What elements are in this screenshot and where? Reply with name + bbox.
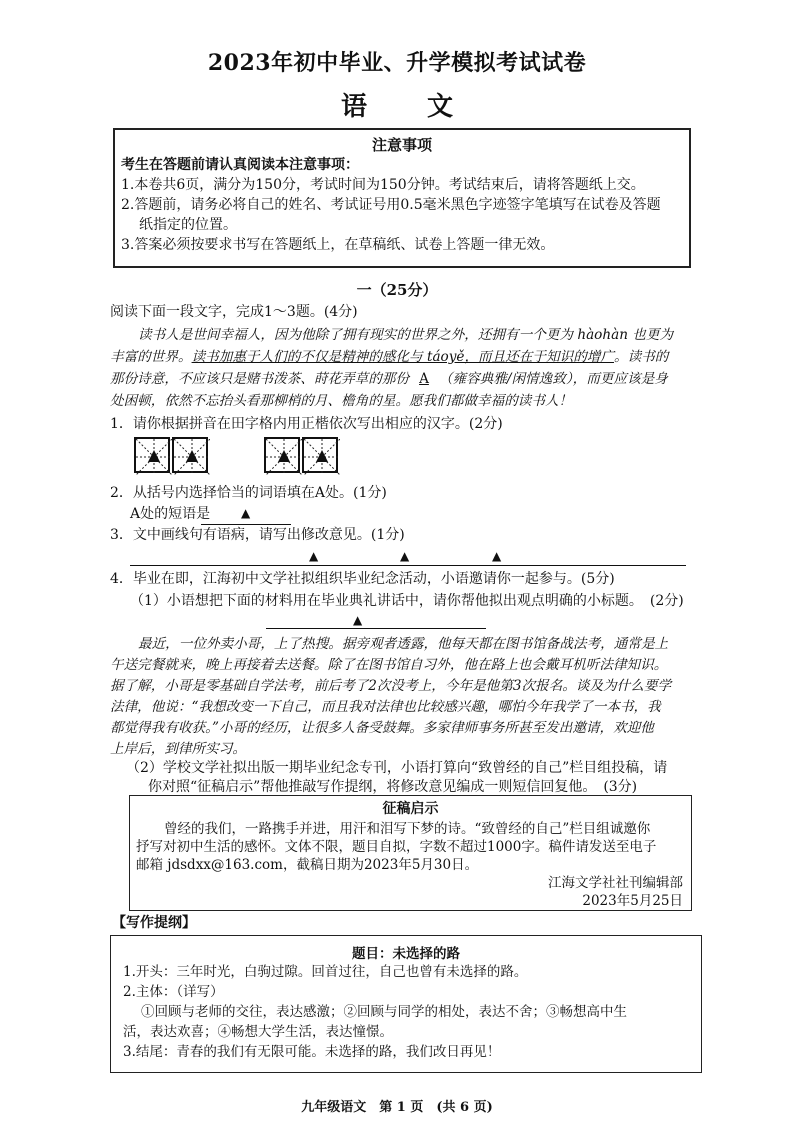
outline-line-5: 3.结尾：青春的我们有无限可能。未选择的路，我们改日再见！ (123, 1044, 501, 1060)
call-for-papers-title: 征稿启示 (382, 801, 439, 817)
question-2: 2．从括号内选择恰当的词语填在A处。(1分) (110, 485, 387, 501)
reading-line-2 (110, 347, 702, 368)
outline-line-3: ①回顾与老师的交往，表达感激；②回顾与同学的相处，表达不舍；③畅想高中生 (141, 1004, 627, 1020)
notice-title: 注意事项 (371, 136, 432, 154)
reading-line-3 (110, 369, 702, 390)
outline-line-4: 活，表达欢喜；④畅想大学生活，表达憧憬。 (123, 1024, 393, 1040)
answer-marker-3a: ▲ (309, 549, 319, 563)
call-for-papers-date: 2023年5月25日 (582, 893, 683, 909)
reading-line-3-end: （雍容典雅/闲情逸致），而更应该是身 (438, 371, 668, 387)
tianzige-box-3[interactable] (264, 437, 300, 473)
outline-line-1: 1.开头：三年时光，白驹过隙。回首过往，自己也曾有未选择的路。 (123, 964, 528, 980)
news-line-2: 午送完餐就来，晚上再接着去送餐。除了在图书馆自习外，他在路上也会戴耳机听法律知识。 (110, 657, 668, 673)
underlined-sentence: 读书加惠于人们的不仅是精神的感化与 táoyě，而且还在于知识的增广 (191, 349, 614, 365)
reading-line-1: 读书人是世间幸福人，因为他除了拥有现实的世界之外，还拥有一个更为 hàohàn 也更为 (138, 327, 674, 343)
news-line-1: 最近，一位外卖小哥，上了热搜。据旁观者透露，他每天都在图书馆备战法考，通常是上 (138, 636, 669, 652)
question-4-sub-1: （1）小语想把下面的材料用在毕业典礼讲话中，请你帮他拟出观点明确的小标题。 (2分) (130, 593, 684, 609)
answer-label-a: A处的短语是 (130, 506, 211, 522)
notice-box (113, 128, 691, 268)
answer-marker-4-1: ▲ (353, 613, 363, 627)
notice-item-2a: 2.答题前，请务必将自己的姓名、考试证号用0.5毫米黑色字迹签字笔填写在试卷及答题 (121, 197, 661, 213)
notice-item-2b: 纸指定的位置。 (139, 217, 237, 233)
question-4-sub-2a: （2）学校文学社拟出版一期毕业纪念专刊，小语打算向“致曾经的自己”栏目组投稿，请 (126, 760, 668, 776)
notice-item-3: 3.答案必须按要求书写在答题纸上，在草稿纸、试卷上答题一律无效。 (121, 237, 555, 253)
notice-item-1: 1.本卷共6页，满分为150分，考试时间为150分钟。考试结束后，请将答题纸上交。 (121, 177, 645, 193)
tianzige-box-4[interactable] (302, 437, 338, 473)
question-1: 1．请你根据拼音在田字格内用正楷依次写出相应的汉字。(2分) (110, 416, 503, 432)
section-heading: 一（25分） (356, 281, 438, 299)
answer-marker-3b: ▲ (400, 549, 410, 563)
tianzige-box-1[interactable] (134, 437, 170, 473)
outline-title: 题目：未选择的路 (352, 946, 460, 962)
reading-line-3-start: 那份诗意，不应该只是赌书泼茶、莳花弄草的那份 (110, 371, 410, 387)
call-for-papers-line-1: 曾经的我们，一路携手并进，用汗和泪写下梦的诗。“致曾经的自己”栏目组诚邀你 (164, 821, 651, 837)
reading-line-2-end: 。读书的 (613, 349, 669, 365)
page-footer: 九年级语文 第 1 页 (共 6 页) (301, 1100, 493, 1115)
news-line-6: 上岸后，到律所实习。 (110, 741, 246, 757)
question-4-sub-2b: 你对照“征稿启示”帮他推敲写作提纲，将修改意见编成一则短信回复他。 (3分) (148, 779, 638, 795)
call-for-papers-line-2: 抒写对初中生活的感怀。文体不限，题目自拟，字数不超过1000字。稿件请发送至电子 (136, 839, 657, 855)
outline-line-2: 2.主体：（详写） (123, 984, 224, 1000)
answer-marker-3c: ▲ (492, 549, 502, 563)
writing-outline-box (110, 935, 702, 1073)
subject-title (0, 86, 794, 123)
exam-title: 2023年初中毕业、升学模拟考试试卷 (207, 50, 587, 76)
reading-instruction: 阅读下面一段文字，完成1～3题。(4分) (110, 304, 358, 320)
call-for-papers-signature: 江海文学社社刊编辑部 (548, 875, 683, 891)
tianzige-box-2[interactable] (172, 437, 208, 473)
blank-a[interactable]: A (419, 371, 429, 387)
call-for-papers-line-3: 邮箱 jdsdxx@163.com，截稿日期为2023年5月30日。 (136, 857, 479, 873)
subject-char-2: 文 (427, 92, 454, 122)
answer-marker-a: ▲ (241, 506, 251, 520)
question-3: 3．文中画线句有语病，请写出修改意见。(1分) (110, 527, 405, 543)
answer-line-a[interactable] (201, 523, 291, 525)
news-line-3: 据了解，小哥是零基础自学法考，前后考了2次没考上，今年是他第3次报名。谈及为什么要学 (110, 678, 672, 694)
call-for-papers-box (129, 795, 692, 911)
reading-line-2-start: 丰富的世界。 (110, 349, 192, 365)
subject-char-1: 语 (340, 92, 367, 122)
notice-intro: 考生在答题前请认真阅读本注意事项： (121, 157, 359, 173)
news-line-5: 都觉得我有收获。”小哥的经历，让很多人备受鼓舞。多家律师事务所甚至发出邀请，欢迎他 (110, 720, 654, 736)
news-line-4: 法律，他说：“我想改变一下自己，而且我对法律也比较感兴趣，哪怕今年我学了一本书，我 (110, 699, 661, 715)
answer-line-3[interactable] (130, 565, 686, 566)
reading-line-4: 处困顿，依然不忘抬头看那柳梢的月、檐角的星。愿我们都做幸福的读书人！ (110, 393, 573, 409)
outline-label: 【写作提纲】 (112, 915, 196, 931)
answer-line-4-1[interactable] (266, 628, 486, 629)
question-4: 4．毕业在即，江海初中文学社拟组织毕业纪念活动，小语邀请你一起参与。(5分) (110, 571, 615, 587)
